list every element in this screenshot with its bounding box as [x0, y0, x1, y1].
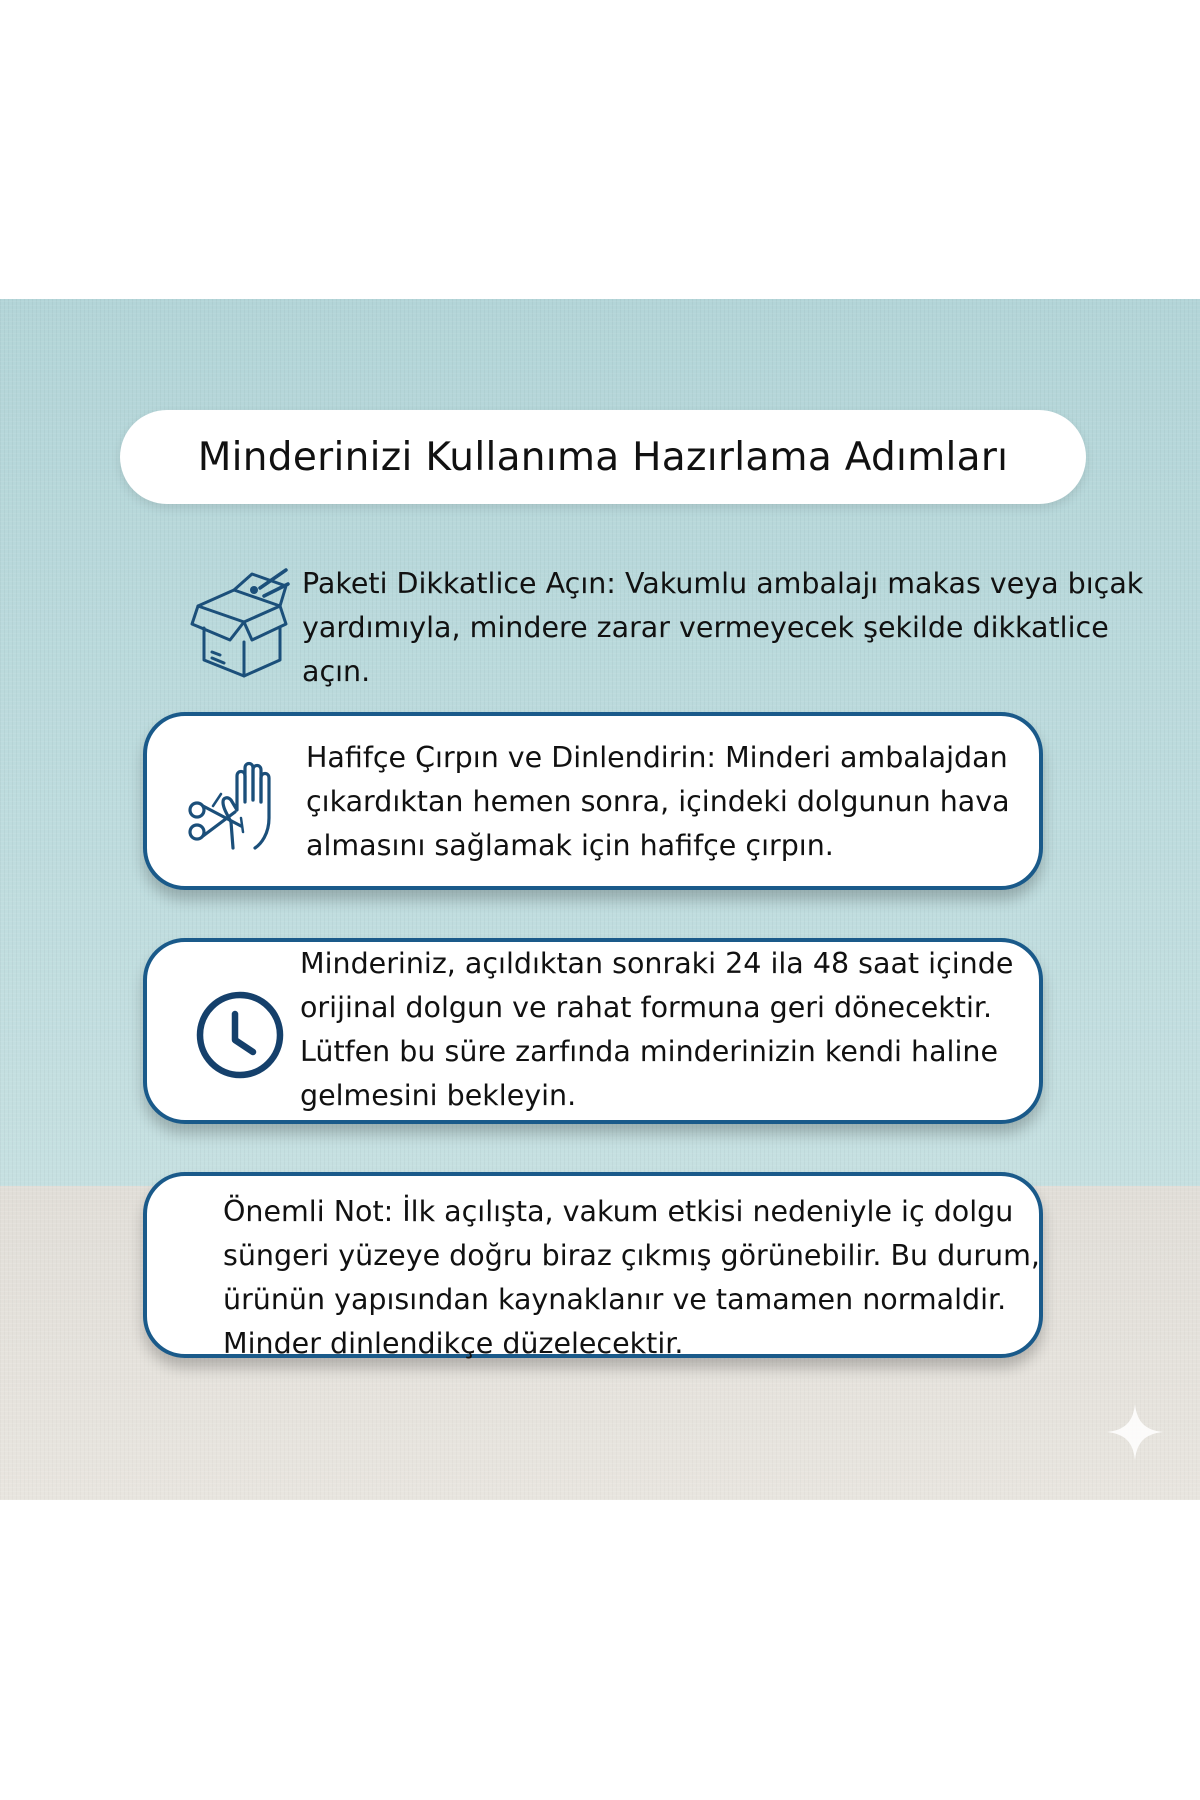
step-text-line: yardımıyla, mindere zarar vermeyecek şekilde dikkatlice açın. [302, 611, 1109, 688]
step-text-line: gelmesini bekleyin. [300, 1079, 577, 1112]
step-text-line: Minderiniz, açıldıktan sonraki 24 ila 48 saat içinde [300, 947, 1014, 980]
box-with-scissors-icon [190, 568, 290, 678]
step-text [306, 736, 1010, 868]
step-waiting-time-card [143, 938, 1043, 1124]
step-text-line: ürünün yapısından kaynaklanır ve tamamen normaldir. [223, 1283, 1007, 1316]
sparkle-icon [1105, 1402, 1165, 1462]
clock-icon [193, 988, 287, 1082]
important-note-card [143, 1172, 1043, 1358]
step-text-line: Paketi Dikkatlice Açın: Vakumlu ambalajı makas veya bıçak [302, 567, 1144, 600]
step-text-line: Lütfen bu süre zarfında minderinizin kendi haline [300, 1035, 998, 1068]
step-text-line: Hafifçe Çırpın ve Dinlendirin: Minderi ambalajdan [306, 741, 1008, 774]
step-text [300, 942, 1013, 1118]
step-text-line: almasını sağlamak için hafifçe çırpın. [306, 829, 834, 862]
step-text-line: orijinal dolgun ve rahat formuna geri dönecektir. [300, 991, 993, 1024]
step-text-line: süngeri yüzeye doğru biraz çıkmış görünebilir. Bu durum, [223, 1239, 1040, 1272]
step-text-line: Minder dinlendikçe düzelecektir. [223, 1327, 684, 1360]
step-text-line: Önemli Not: İlk açılışta, vakum etkisi nedeniyle iç dolgu [223, 1195, 1014, 1228]
step-text [223, 1190, 1040, 1366]
step-text-line: çıkardıktan hemen sonra, içindeki dolgunun hava [306, 785, 1010, 818]
hand-with-scissors-icon [183, 756, 287, 854]
title-banner [120, 410, 1086, 504]
step-text [302, 562, 1182, 694]
step-open-package [190, 562, 1190, 688]
page-title: Minderinizi Kullanıma Hazırlama Adımları [197, 434, 1009, 480]
step-shake-and-rest-card [143, 712, 1043, 890]
